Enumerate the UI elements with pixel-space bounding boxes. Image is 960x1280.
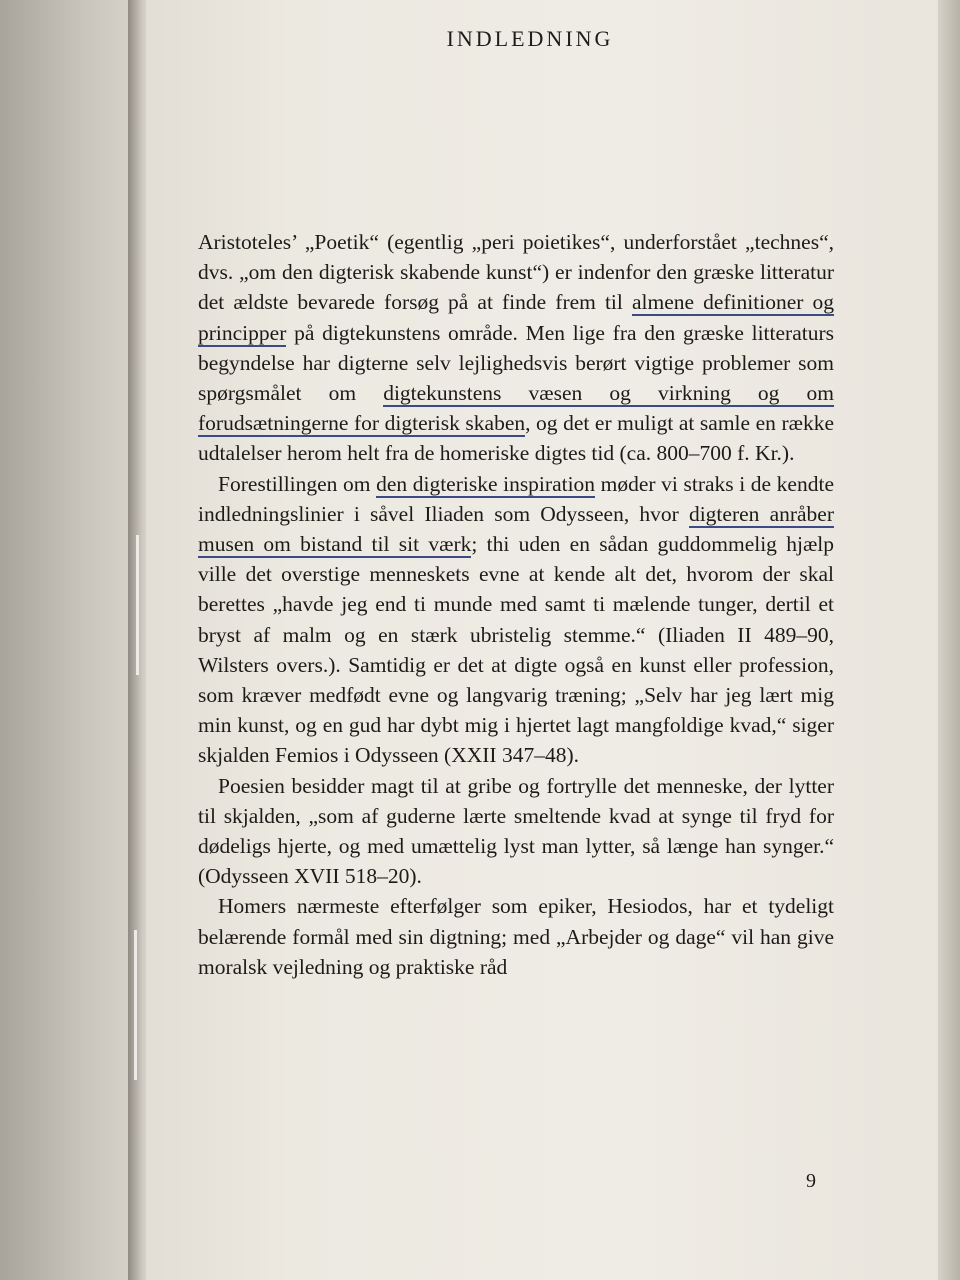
text-segment: på digtekunstens område. Men lige fra den græske litteraturs begyndelse har digterne selv lejlighedsvis berørt vigtige problemer som spørgsmålet om [198, 320, 834, 406]
body-text [198, 227, 834, 982]
page-edge-right [938, 0, 960, 1280]
text-segment: Aristoteles’ „Poetik“ (egentlig „peri poietikes“, underforstået „technes“, dvs. „om den digterisk skabende kunst“) er indenfor den græske litteratur det ældste bevarede forsøg på at finde frem til [198, 230, 834, 315]
underlined-phrase: almene definitioner og principper [198, 290, 834, 345]
paragraph [198, 891, 834, 982]
underlined-phrase: digteren anråber musen om bistand til sit værk [198, 501, 835, 557]
text-segment: ; thi uden en sådan guddommelig hjælp ville det overstige menneskets evne at kende alt det, hvorom der skal berettes „havde jeg end ti munde med samt ti mælende tunger, dertil et bryst af malm og en stærk ubristelig stemme.“ (Iliaden II 489–90, Wilsters overs.). Samtidig er det at digte også en kunst eller profession, som kræver medfødt evne og langvarig træning; „Selv har jeg lært mig min kunst, og en gud har dybt mig i hjertet lagt mangfoldige kvad,“ siger skjalden Femios i Odysseen (XXII 347–48). [198, 532, 835, 768]
text-segment: , og det er muligt at samle en række udtalelser herom helt fra de homeriske digtes tid (ca. 800–700 f. Kr.). [198, 411, 834, 466]
paragraph [198, 771, 834, 892]
binding-thread [134, 930, 137, 1080]
binding-thread [136, 535, 139, 675]
paragraph [198, 227, 834, 469]
text-segment: Homers nærmeste efterfølger som epiker, Hesiodos, har et tydeligt belærende formål med sin digtning; med „Arbejder og dage“ vil han give moralsk vejledning og praktiske råd [198, 894, 834, 979]
paragraph [198, 469, 834, 771]
underlined-phrase: digtekunstens væsen og virkning og om forudsætningerne for digterisk skaben [198, 381, 834, 436]
text-segment: Poesien besidder magt til at gribe og fortrylle det menneske, der lytter til skjalden, „som af guderne lærte smeltende kvad at synge til fryd for dødeligs hjerte, og med umættelig lyst man lytter, så længe han synger.“ (Odysseen XVII 518–20). [198, 773, 834, 889]
page-heading: INDLEDNING [446, 26, 614, 51]
facing-page-edge [0, 0, 140, 1280]
underlined-phrase: den digteriske inspiration [376, 471, 596, 496]
text-segment: Forestillingen om [218, 471, 377, 496]
page-number: 9 [806, 1170, 816, 1192]
text-segment: møder vi straks i de kendte indledningslinier i såvel Iliaden som Odysseen, hvor [198, 471, 834, 526]
